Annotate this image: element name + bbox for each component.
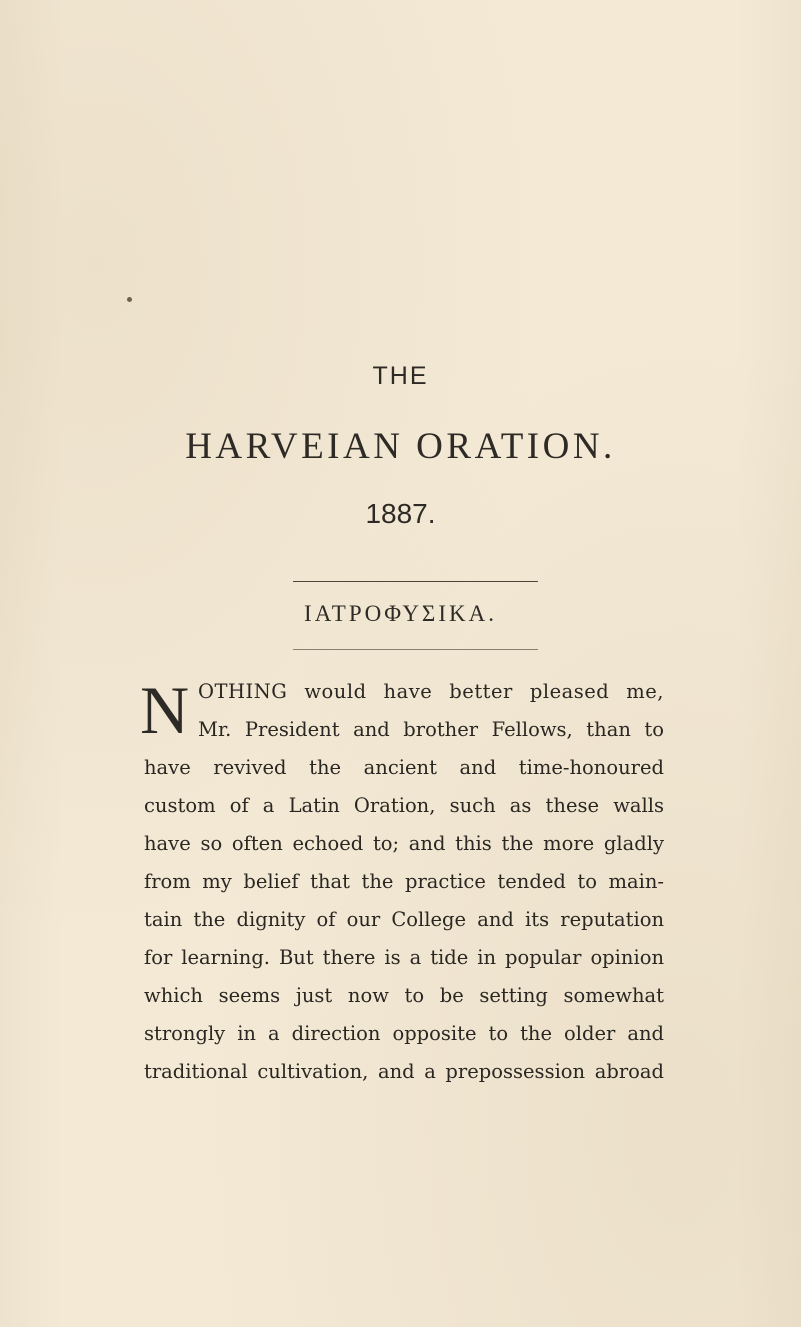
text-line: have so often echoed to; and this the more gladly [144,832,664,855]
greek-subtitle: ΙΑΤΡΟΦΥΣΙΚΑ. [304,601,497,626]
text-line: custom of a Latin Oration, such as these walls [144,794,664,817]
oration-text [144,673,664,1091]
heading-year: 1887. [365,498,436,529]
divider-bottom [293,649,538,650]
paper-speck [127,297,132,302]
text-line: have revived the ancient and time-honoured [144,756,664,779]
text-line: Mr. President and brother Fellows, than to [198,718,664,741]
text-line: traditional cultivation, and a prepossession abroad [144,1060,664,1083]
text-line: tain the dignity of our College and its reputation [144,908,664,931]
text-line: strongly in a direction opposite to the older and [144,1022,664,1045]
heading-title: HARVEIAN ORATION. [185,426,616,467]
text-line: which seems just now to be setting somewhat [144,984,664,1007]
drop-cap: N [140,672,190,748]
text-line: for learning. But there is a tide in popular opinion [144,946,664,969]
divider-top [293,581,538,582]
text-line: OTHING would have better pleased me, [198,680,664,703]
text-line: from my belief that the practice tended to main- [144,870,664,893]
heading-the: THE [372,362,429,390]
